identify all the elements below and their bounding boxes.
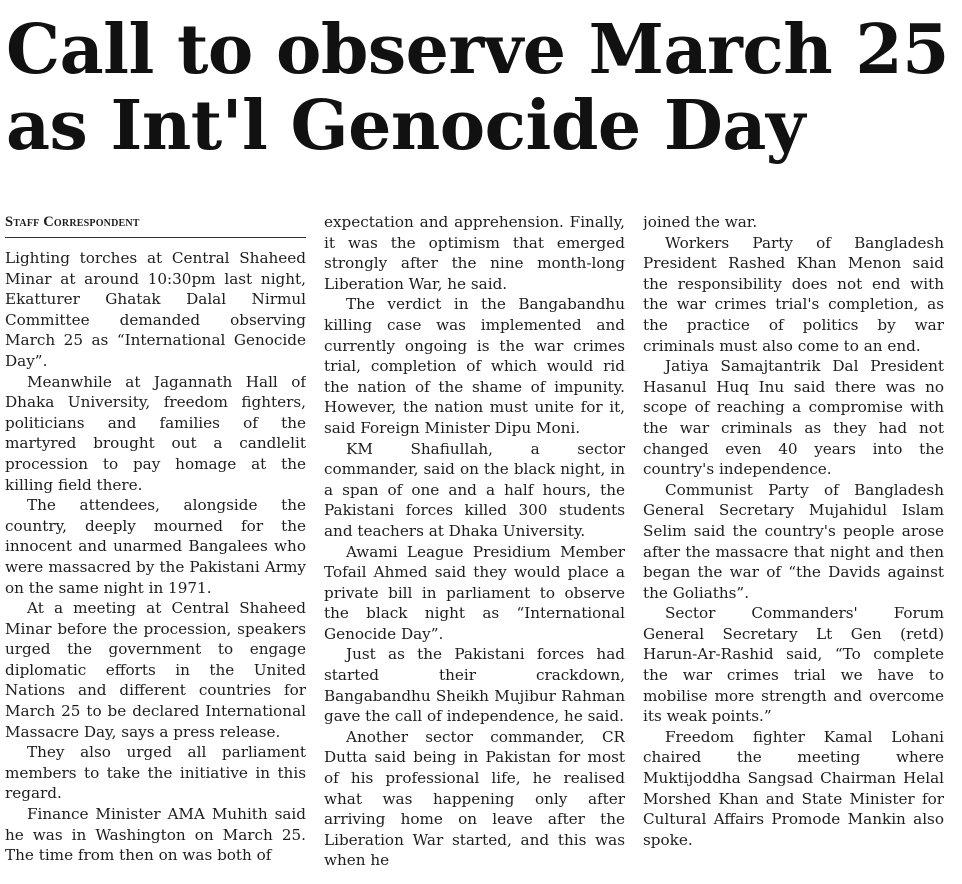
paragraph: Another sector commander, CR Dutta said being in Pakistan for most of his professional life, he realised what was happening only after arriving home on leave after the Liberation War started, and this was when he xyxy=(324,727,625,870)
byline: Staff Correspondent xyxy=(5,212,306,238)
paragraph: expectation and apprehension. Finally, it was the optimism that emerged strongly after the nine month-long Liberation War, he said. xyxy=(324,213,625,293)
paragraph: Awami League Presidium Member Tofail Ahmed said they would place a private bill in parliament to observe the black night as “International Genocide Day”. xyxy=(324,542,625,643)
paragraph: joined the war. xyxy=(643,213,758,231)
article-column-3 xyxy=(643,212,944,872)
article-column-1 xyxy=(5,212,306,872)
paragraph: Workers Party of Bangladesh President Rashed Khan Menon said the responsibility does not end with the war crimes trial's completion, as the practice of politics by war criminals must also come to an end. xyxy=(643,233,944,355)
paragraph: Just as the Pakistani forces had started their crackdown, Bangabandhu Sheikh Mujibur Rahman gave the call of independence, he said. xyxy=(324,645,625,726)
paragraph: They also urged all parliament members to take the initiative in this regard. xyxy=(5,743,306,803)
paragraph: Lighting torches at Central Shaheed Minar at around 10:30pm last night, Ekatturer Ghatak Dalal Nirmul Committee demanded observing March 25 as “International Genocide Day”. xyxy=(5,249,306,370)
paragraph: The verdict in the Bangabandhu killing case was implemented and currently ongoing is the war crimes trial, completion of which would rid the nation of the shame of impunity. However, the nation must unite for it, said Foreign Minister Dipu Moni. xyxy=(324,295,625,437)
paragraph: Finance Minister AMA Muhith said he was in Washington on March 25. The time from then on was both of xyxy=(5,805,306,865)
paragraph: At a meeting at Central Shaheed Minar before the procession, speakers urged the government to engage diplomatic efforts in the United Nations and different countries for March 25 to be declared International Massacre Day, says a press release. xyxy=(5,599,306,741)
paragraph: Sector Commanders' Forum General Secretary Lt Gen (retd) Harun-Ar-Rashid said, “To complete the war crimes trial we have to mobilise more strength and overcome its weak points.” xyxy=(643,604,944,726)
paragraph: Freedom fighter Kamal Lohani chaired the meeting where Muktijoddha Sangsad Chairman Helal Morshed Khan and State Minister for Cultural Affairs Promode Mankin also spoke. xyxy=(643,727,944,849)
headline: Call to observe March 25 as Int'l Genocide Day xyxy=(6,10,949,166)
paragraph: Meanwhile at Jagannath Hall of Dhaka University, freedom fighters, politicians and families of the martyred brought out a candlelit procession to pay homage at the killing field there. xyxy=(5,372,306,494)
paragraph: KM Shafiullah, a sector commander, said on the black night, in a span of one and a half hours, the Pakistani forces killed 300 students and teachers at Dhaka University. xyxy=(324,439,625,540)
paragraph: The attendees, alongside the country, deeply mourned for the innocent and unarmed Bangalees who were massacred by the Pakistani Army on the same night in 1971. xyxy=(5,496,306,597)
paragraph: Communist Party of Bangladesh General Secretary Mujahidul Islam Selim said the country's people arose after the massacre that night and then began the war of “the Davids against the Goliaths”. xyxy=(643,480,944,602)
article-column-2 xyxy=(324,212,625,872)
paragraph: Jatiya Samajtantrik Dal President Hasanul Huq Inu said there was no scope of reaching a compromise with the war criminals as they had not changed even 40 years into the country's independence. xyxy=(643,357,944,479)
